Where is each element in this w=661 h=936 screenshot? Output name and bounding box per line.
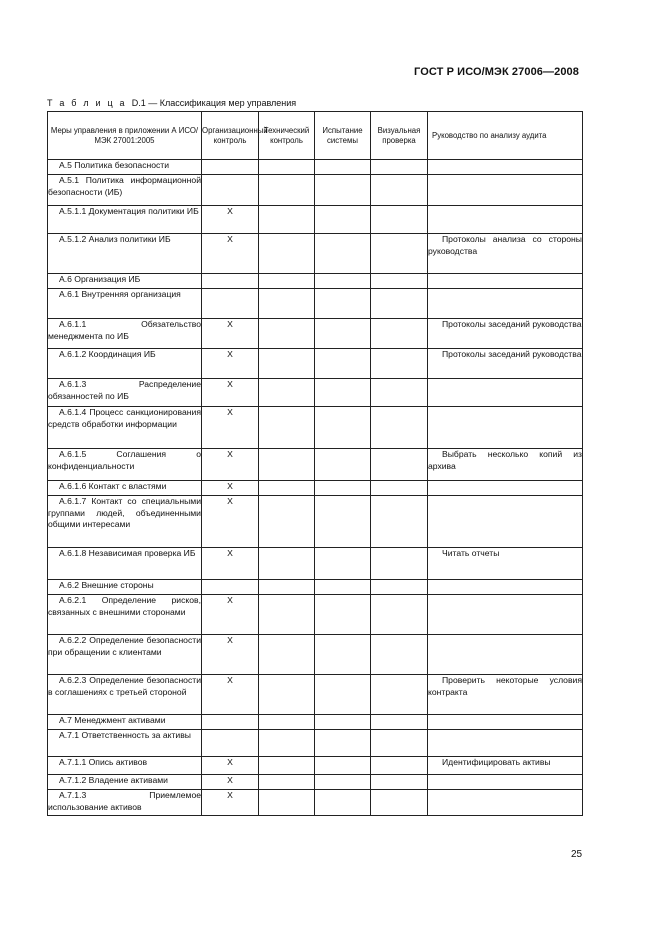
cell-measure: [48, 496, 202, 548]
cell-tech-mark: [259, 635, 315, 675]
cell-test-mark: [315, 234, 371, 274]
cell-guide: [428, 730, 583, 757]
cell-test-mark: [315, 595, 371, 635]
measure-text: A.7 Менеджмент активами: [59, 715, 166, 725]
cell-guide: [428, 407, 583, 449]
measure-text: A.5 Политика безопасности: [59, 160, 170, 170]
cell-test-mark: [315, 289, 371, 319]
cell-visual-mark: [371, 481, 428, 496]
cell-visual-mark: [371, 289, 428, 319]
cell-visual-mark: [371, 580, 428, 595]
controls-table: [47, 111, 583, 816]
table-body: [48, 160, 583, 816]
measure-text: A.5.1.1 Документация политики ИБ: [59, 206, 199, 216]
cell-org-mark: X: [202, 496, 259, 548]
col-header-tech: Технический контроль: [259, 112, 315, 160]
measure-text: A.7.1.3 Приемлемое использование активов: [48, 790, 201, 812]
cell-tech-mark: [259, 757, 315, 775]
cell-measure: [48, 319, 202, 349]
table-row: [48, 635, 583, 675]
cell-org-mark: X: [202, 675, 259, 715]
guide-text: Идентифицировать активы: [442, 757, 551, 767]
table-row: [48, 449, 583, 481]
cell-measure: [48, 481, 202, 496]
cell-visual-mark: [371, 757, 428, 775]
measure-text: A.6.1.8 Независимая проверка ИБ: [59, 548, 196, 558]
cell-tech-mark: [259, 379, 315, 407]
cell-org-mark: X: [202, 790, 259, 816]
cell-test-mark: [315, 274, 371, 289]
cell-test-mark: [315, 379, 371, 407]
measure-text: A.6.2 Внешние стороны: [59, 580, 154, 590]
cell-measure: [48, 635, 202, 675]
cell-org-mark: X: [202, 319, 259, 349]
cell-tech-mark: [259, 160, 315, 175]
cell-tech-mark: [259, 175, 315, 206]
cell-visual-mark: [371, 234, 428, 274]
page-number: 25: [571, 849, 583, 860]
cell-tech-mark: [259, 319, 315, 349]
measure-text: A.6.1.5 Соглашения о конфиденциальности: [48, 449, 201, 471]
cell-guide: [428, 496, 583, 548]
table-row: [48, 481, 583, 496]
cell-tech-mark: [259, 730, 315, 757]
table-row: [48, 175, 583, 206]
table-row: [48, 757, 583, 775]
cell-guide: [428, 175, 583, 206]
cell-tech-mark: [259, 548, 315, 580]
cell-test-mark: [315, 580, 371, 595]
col-header-org: Организационный контроль: [202, 112, 259, 160]
cell-tech-mark: [259, 496, 315, 548]
cell-visual-mark: [371, 595, 428, 635]
measure-text: A.6 Организация ИБ: [59, 274, 141, 284]
table-caption: [47, 98, 296, 108]
table-row: [48, 234, 583, 274]
cell-test-mark: [315, 175, 371, 206]
guide-text: Протоколы заседаний руководства: [442, 319, 582, 329]
cell-test-mark: [315, 407, 371, 449]
table-row: [48, 206, 583, 234]
cell-guide: [428, 757, 583, 775]
cell-measure: [48, 349, 202, 379]
table-row: [48, 319, 583, 349]
cell-guide: [428, 274, 583, 289]
table-row: [48, 289, 583, 319]
cell-tech-mark: [259, 675, 315, 715]
cell-org-mark: [202, 580, 259, 595]
cell-org-mark: [202, 160, 259, 175]
cell-visual-mark: [371, 407, 428, 449]
cell-measure: [48, 407, 202, 449]
cell-tech-mark: [259, 407, 315, 449]
cell-measure: [48, 580, 202, 595]
table-row: [48, 379, 583, 407]
guide-text: Протоколы заседаний руководства: [442, 349, 582, 359]
cell-visual-mark: [371, 790, 428, 816]
measure-text: A.5.1 Политика информационной безопасности (ИБ): [48, 175, 201, 197]
cell-test-mark: [315, 319, 371, 349]
guide-text: Проверить некоторые условия контракта: [428, 675, 582, 697]
cell-test-mark: [315, 349, 371, 379]
cell-visual-mark: [371, 349, 428, 379]
col-header-guide: Руководство по анализу аудита: [428, 112, 583, 160]
cell-measure: [48, 757, 202, 775]
cell-visual-mark: [371, 449, 428, 481]
cell-visual-mark: [371, 496, 428, 548]
cell-guide: [428, 481, 583, 496]
cell-tech-mark: [259, 206, 315, 234]
cell-guide: [428, 715, 583, 730]
cell-measure: [48, 595, 202, 635]
cell-org-mark: X: [202, 548, 259, 580]
cell-tech-mark: [259, 449, 315, 481]
table-row: [48, 548, 583, 580]
measure-text: A.7.1.2 Владение активами: [59, 775, 168, 785]
cell-org-mark: [202, 175, 259, 206]
cell-measure: [48, 449, 202, 481]
cell-test-mark: [315, 635, 371, 675]
cell-guide: [428, 548, 583, 580]
cell-guide: [428, 635, 583, 675]
cell-measure: [48, 206, 202, 234]
cell-test-mark: [315, 548, 371, 580]
cell-visual-mark: [371, 319, 428, 349]
cell-guide: [428, 349, 583, 379]
table-row: [48, 274, 583, 289]
cell-measure: [48, 234, 202, 274]
cell-guide: [428, 595, 583, 635]
cell-tech-mark: [259, 289, 315, 319]
cell-test-mark: [315, 675, 371, 715]
cell-measure: [48, 675, 202, 715]
cell-tech-mark: [259, 274, 315, 289]
cell-org-mark: X: [202, 379, 259, 407]
cell-org-mark: X: [202, 407, 259, 449]
cell-guide: [428, 289, 583, 319]
cell-visual-mark: [371, 175, 428, 206]
cell-measure: [48, 175, 202, 206]
cell-guide: [428, 379, 583, 407]
cell-measure: [48, 548, 202, 580]
measure-text: A.6.1.1 Обязательство менеджмента по ИБ: [48, 319, 201, 341]
cell-test-mark: [315, 757, 371, 775]
cell-org-mark: X: [202, 757, 259, 775]
measure-text: A.6.1.2 Координация ИБ: [59, 349, 156, 359]
cell-visual-mark: [371, 775, 428, 790]
cell-guide: [428, 580, 583, 595]
measure-text: A.6.2.1 Определение рисков, связанных с внешними сторонами: [48, 595, 201, 617]
cell-test-mark: [315, 730, 371, 757]
cell-guide: [428, 449, 583, 481]
cell-guide: [428, 775, 583, 790]
cell-tech-mark: [259, 580, 315, 595]
cell-test-mark: [315, 206, 371, 234]
table-row: [48, 775, 583, 790]
cell-visual-mark: [371, 379, 428, 407]
cell-org-mark: X: [202, 449, 259, 481]
cell-visual-mark: [371, 274, 428, 289]
cell-guide: [428, 234, 583, 274]
cell-visual-mark: [371, 206, 428, 234]
table-row: [48, 790, 583, 816]
table-row: [48, 496, 583, 548]
measure-text: A.7.1 Ответственность за активы: [59, 730, 191, 740]
cell-visual-mark: [371, 635, 428, 675]
cell-measure: [48, 715, 202, 730]
measure-text: A.6.1.6 Контакт с властями: [59, 481, 167, 491]
cell-test-mark: [315, 160, 371, 175]
cell-guide: [428, 790, 583, 816]
measure-text: A.6.1.7 Контакт со специальными группами людей, объединенными общими интересами: [48, 496, 201, 529]
cell-tech-mark: [259, 790, 315, 816]
cell-guide: [428, 675, 583, 715]
cell-guide: [428, 206, 583, 234]
cell-measure: [48, 160, 202, 175]
cell-measure: [48, 790, 202, 816]
cell-visual-mark: [371, 548, 428, 580]
cell-org-mark: [202, 730, 259, 757]
cell-test-mark: [315, 481, 371, 496]
cell-visual-mark: [371, 160, 428, 175]
cell-measure: [48, 274, 202, 289]
document-header: ГОСТ Р ИСО/МЭК 27006—2008: [414, 66, 579, 78]
measure-text: A.6.2.2 Определение безопасности при обращении с клиентами: [48, 635, 201, 657]
cell-visual-mark: [371, 730, 428, 757]
cell-org-mark: X: [202, 349, 259, 379]
cell-org-mark: X: [202, 635, 259, 675]
cell-test-mark: [315, 449, 371, 481]
cell-measure: [48, 775, 202, 790]
cell-tech-mark: [259, 775, 315, 790]
guide-text: Выбрать несколько копий из архива: [428, 449, 582, 471]
cell-test-mark: [315, 790, 371, 816]
cell-visual-mark: [371, 675, 428, 715]
col-header-test: Испытание системы: [315, 112, 371, 160]
cell-visual-mark: [371, 715, 428, 730]
cell-org-mark: [202, 289, 259, 319]
table-row: [48, 580, 583, 595]
guide-text: Протоколы анализа со стороны руководства: [428, 234, 582, 256]
cell-measure: [48, 379, 202, 407]
cell-tech-mark: [259, 715, 315, 730]
measure-text: A.5.1.2 Анализ политики ИБ: [59, 234, 171, 244]
guide-text: Читать отчеты: [442, 548, 500, 558]
table-row: [48, 349, 583, 379]
table-row: [48, 407, 583, 449]
cell-org-mark: [202, 274, 259, 289]
col-header-visual: Визуальная проверка: [371, 112, 428, 160]
table-row: [48, 160, 583, 175]
cell-tech-mark: [259, 595, 315, 635]
cell-org-mark: X: [202, 234, 259, 274]
cell-guide: [428, 160, 583, 175]
caption-prefix: Т а б л и ц а: [47, 98, 127, 108]
measure-text: A.7.1.1 Опись активов: [59, 757, 148, 767]
measure-text: A.6.1 Внутренняя организация: [59, 289, 181, 299]
table-row: [48, 730, 583, 757]
cell-test-mark: [315, 715, 371, 730]
caption-title: D.1 — Классификация мер управления: [131, 98, 297, 108]
cell-measure: [48, 289, 202, 319]
measure-text: A.6.1.4 Процесс санкционирования средств обработки информации: [48, 407, 201, 429]
col-header-measure: Меры управления в приложении А ИСО/МЭК 27001:2005: [48, 112, 202, 160]
cell-org-mark: X: [202, 206, 259, 234]
cell-org-mark: X: [202, 481, 259, 496]
cell-org-mark: X: [202, 775, 259, 790]
cell-measure: [48, 730, 202, 757]
cell-tech-mark: [259, 481, 315, 496]
table-row: [48, 715, 583, 730]
table-row: [48, 595, 583, 635]
cell-guide: [428, 319, 583, 349]
measure-text: A.6.2.3 Определение безопасности в соглашениях с третьей стороной: [48, 675, 201, 697]
cell-org-mark: [202, 715, 259, 730]
cell-org-mark: X: [202, 595, 259, 635]
table-row: [48, 675, 583, 715]
measure-text: A.6.1.3 Распределение обязанностей по ИБ: [48, 379, 201, 401]
cell-test-mark: [315, 775, 371, 790]
cell-tech-mark: [259, 234, 315, 274]
table-header-row: [48, 112, 583, 160]
cell-test-mark: [315, 496, 371, 548]
cell-tech-mark: [259, 349, 315, 379]
